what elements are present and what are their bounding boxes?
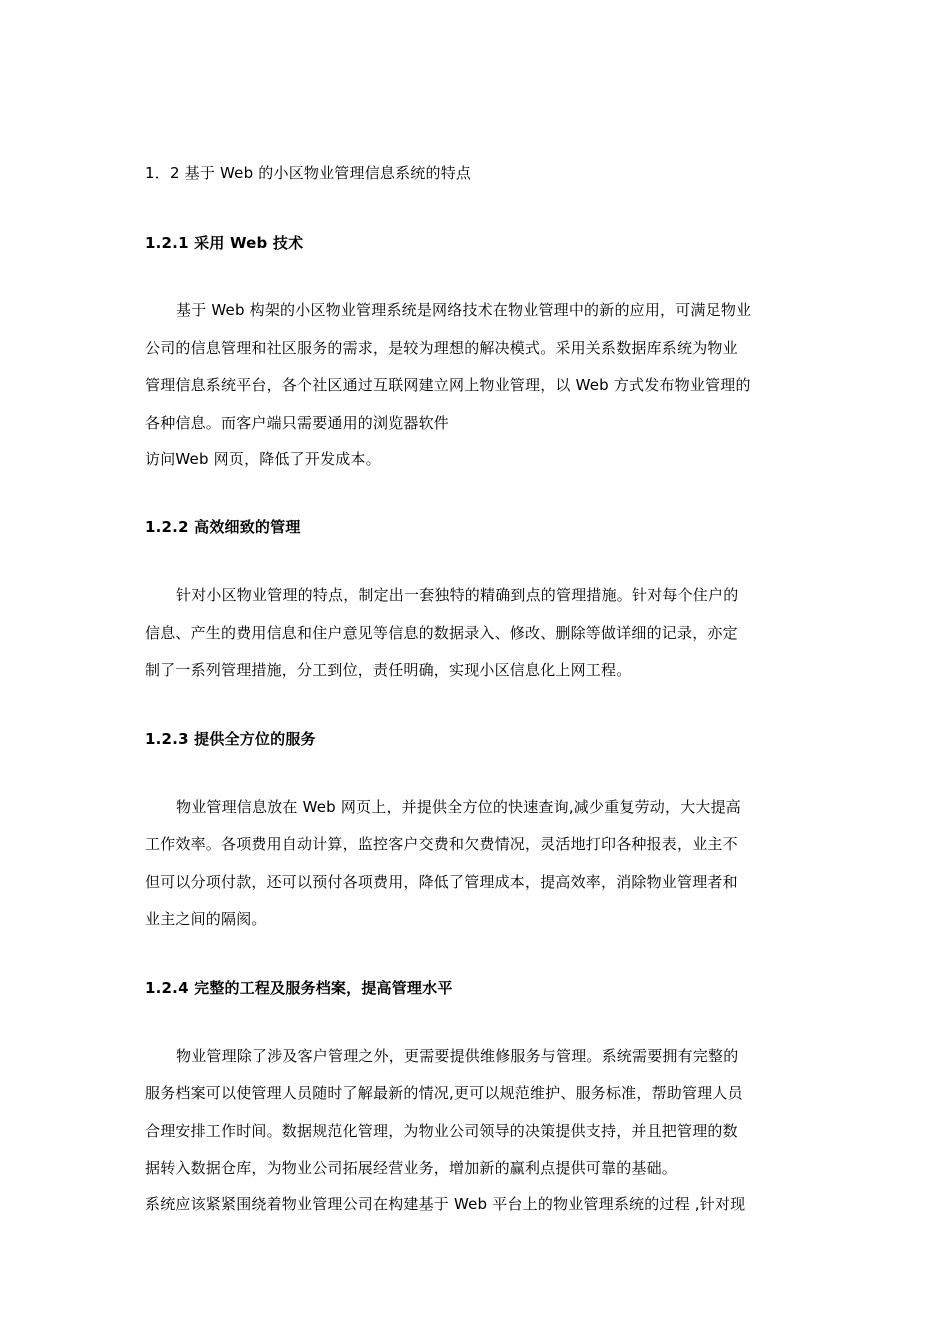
paragraph-line: 制了一系列管理措施，分工到位，责任明确，实现小区信息化上网工程。: [145, 661, 632, 679]
subsection-heading-1-2-2: 1.2.2 高效细致的管理: [145, 518, 301, 536]
paragraph-line: 物业管理信息放在 Web 网页上，并提供全方位的快速查询,减少重复劳动，大大提高: [176, 798, 742, 816]
paragraph-line: 工作效率。各项费用自动计算，监控客户交费和欠费情况，灵活地打印各种报表，业主不: [145, 835, 738, 853]
paragraph-line: 访问Web 网页，降低了开发成本。: [145, 450, 381, 468]
paragraph-line: 公司的信息管理和社区服务的需求，是较为理想的解决模式。采用关系数据库系统为物业: [145, 339, 738, 357]
paragraph-line: 各种信息。而客户端只需要通用的浏览器软件: [145, 414, 450, 432]
section-title: 1．2 基于 Web 的小区物业管理信息系统的特点: [145, 164, 472, 182]
paragraph-line: 业主之间的隔阂。: [145, 910, 267, 928]
paragraph-line: 服务档案可以使管理人员随时了解最新的情况,更可以规范维护、服务标准，帮助管理人员: [145, 1084, 743, 1102]
paragraph-line: 据转入数据仓库，为物业公司拓展经营业务，增加新的赢利点提供可靠的基础。: [145, 1159, 678, 1177]
subsection-heading-1-2-1: 1.2.1 采用 Web 技术: [145, 234, 304, 252]
paragraph-line: 但可以分项付款，还可以预付各项费用，降低了管理成本，提高效率，消除物业管理者和: [145, 873, 738, 891]
paragraph-line: 信息、产生的费用信息和住户意见等信息的数据录入、修改、删除等做详细的记录，亦定: [145, 624, 738, 642]
paragraph-line: 合理安排工作时间。数据规范化管理，为物业公司领导的决策提供支持，并且把管理的数: [145, 1122, 738, 1140]
subsection-heading-1-2-4: 1.2.4 完整的工程及服务档案，提高管理水平: [145, 979, 453, 997]
paragraph-line: 物业管理除了涉及客户管理之外，更需要提供维修服务与管理。系统需要拥有完整的: [176, 1047, 739, 1065]
paragraph-line: 系统应该紧紧围绕着物业管理公司在构建基于 Web 平台上的物业管理系统的过程 ,针对现: [145, 1195, 746, 1213]
paragraph-line: 基于 Web 构架的小区物业管理系统是网络技术在物业管理中的新的应用，可满足物业: [176, 301, 752, 319]
paragraph-line: 管理信息系统平台，各个社区通过互联网建立网上物业管理，以 Web 方式发布物业管理的: [145, 376, 751, 394]
subsection-heading-1-2-3: 1.2.3 提供全方位的服务: [145, 730, 316, 748]
paragraph-line: 针对小区物业管理的特点，制定出一套独特的精确到点的管理措施。针对每个住户的: [176, 586, 739, 604]
